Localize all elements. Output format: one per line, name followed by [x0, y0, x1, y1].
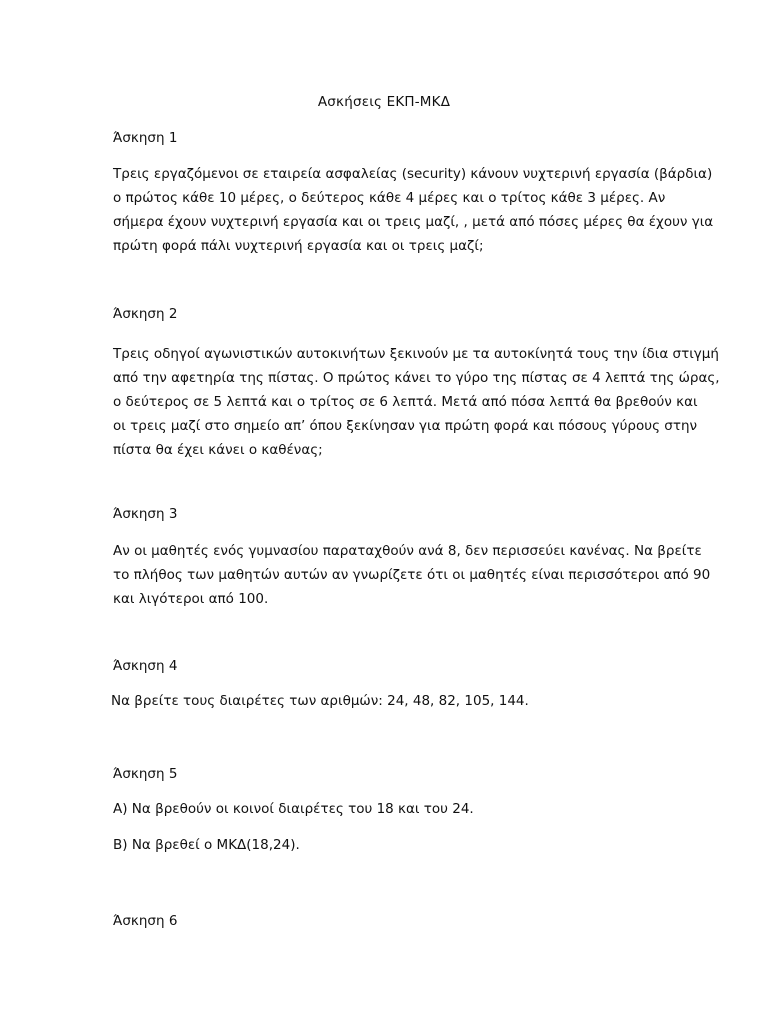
exercise-1-line-3: σήμερα έχουν νυχτερινή εργασία και οι τρεις μαζί, , μετά από πόσες μέρες θα έχουν για — [113, 214, 714, 230]
exercise-5-heading: Άσκηση 5 — [113, 766, 178, 782]
exercise-2-line-4: οι τρεις μαζί στο σημείο απ’ όπου ξεκίνησαν για πρώτη φορά και πόσους γύρους στην — [113, 418, 698, 434]
exercise-3-line-2: το πλήθος των μαθητών αυτών αν γνωρίζετε ότι οι μαθητές είναι περισσότεροι από 90 — [113, 567, 711, 583]
exercise-1-line-2: ο πρώτος κάθε 10 μέρες, ο δεύτερος κάθε 4 μέρες και ο τρίτος κάθε 3 μέρες. Αν — [113, 190, 666, 206]
document-title: Ασκήσεις ΕΚΠ-ΜΚΔ — [317, 94, 451, 110]
exercise-3-text — [113, 539, 711, 611]
exercise-6-heading: Άσκηση 6 — [113, 913, 178, 929]
exercise-1-heading: Άσκηση 1 — [113, 130, 178, 146]
exercise-1-line-4: πρώτη φορά πάλι νυχτερινή εργασία και οι τρεις μαζί; — [113, 238, 484, 254]
exercise-1-line-1: Τρεις εργαζόμενοι σε εταιρεία ασφαλείας (security) κάνουν νυχτερινή εργασία (βάρδια) — [113, 166, 713, 182]
exercise-3-line-1: Αν οι μαθητές ενός γυμνασίου παραταχθούν ανά 8, δεν περισσεύει κανένας. Να βρείτε — [113, 543, 702, 559]
exercise-2-text — [113, 342, 720, 462]
exercise-3-line-3: και λιγότεροι από 100. — [113, 591, 269, 607]
exercise-2-line-3: ο δεύτερος σε 5 λεπτά και ο τρίτος σε 6 λεπτά. Μετά από πόσα λεπτά θα βρεθούν και — [113, 394, 698, 410]
exercise-3-heading: Άσκηση 3 — [113, 506, 178, 522]
exercise-2-heading: Άσκηση 2 — [113, 306, 178, 322]
exercise-4-text: Να βρείτε τους διαιρέτες των αριθμών: 24, 48, 82, 105, 144. — [111, 693, 529, 709]
exercise-5-part-a: Α) Να βρεθούν οι κοινοί διαιρέτες του 18 και του 24. — [113, 801, 474, 817]
exercise-1-text — [113, 162, 714, 258]
exercise-4-heading: Άσκηση 4 — [113, 658, 178, 674]
exercise-2-line-1: Τρεις οδηγοί αγωνιστικών αυτοκινήτων ξεκινούν με τα αυτοκίνητά τους την ίδια στιγμή — [113, 346, 719, 362]
exercise-5-part-b: Β) Να βρεθεί ο ΜΚΔ(18,24). — [113, 837, 300, 853]
exercise-2-line-2: από την αφετηρία της πίστας. Ο πρώτος κάνει το γύρο της πίστας σε 4 λεπτά της ώρας, — [113, 370, 720, 386]
exercise-2-line-5: πίστα θα έχει κάνει ο καθένας; — [113, 442, 323, 458]
